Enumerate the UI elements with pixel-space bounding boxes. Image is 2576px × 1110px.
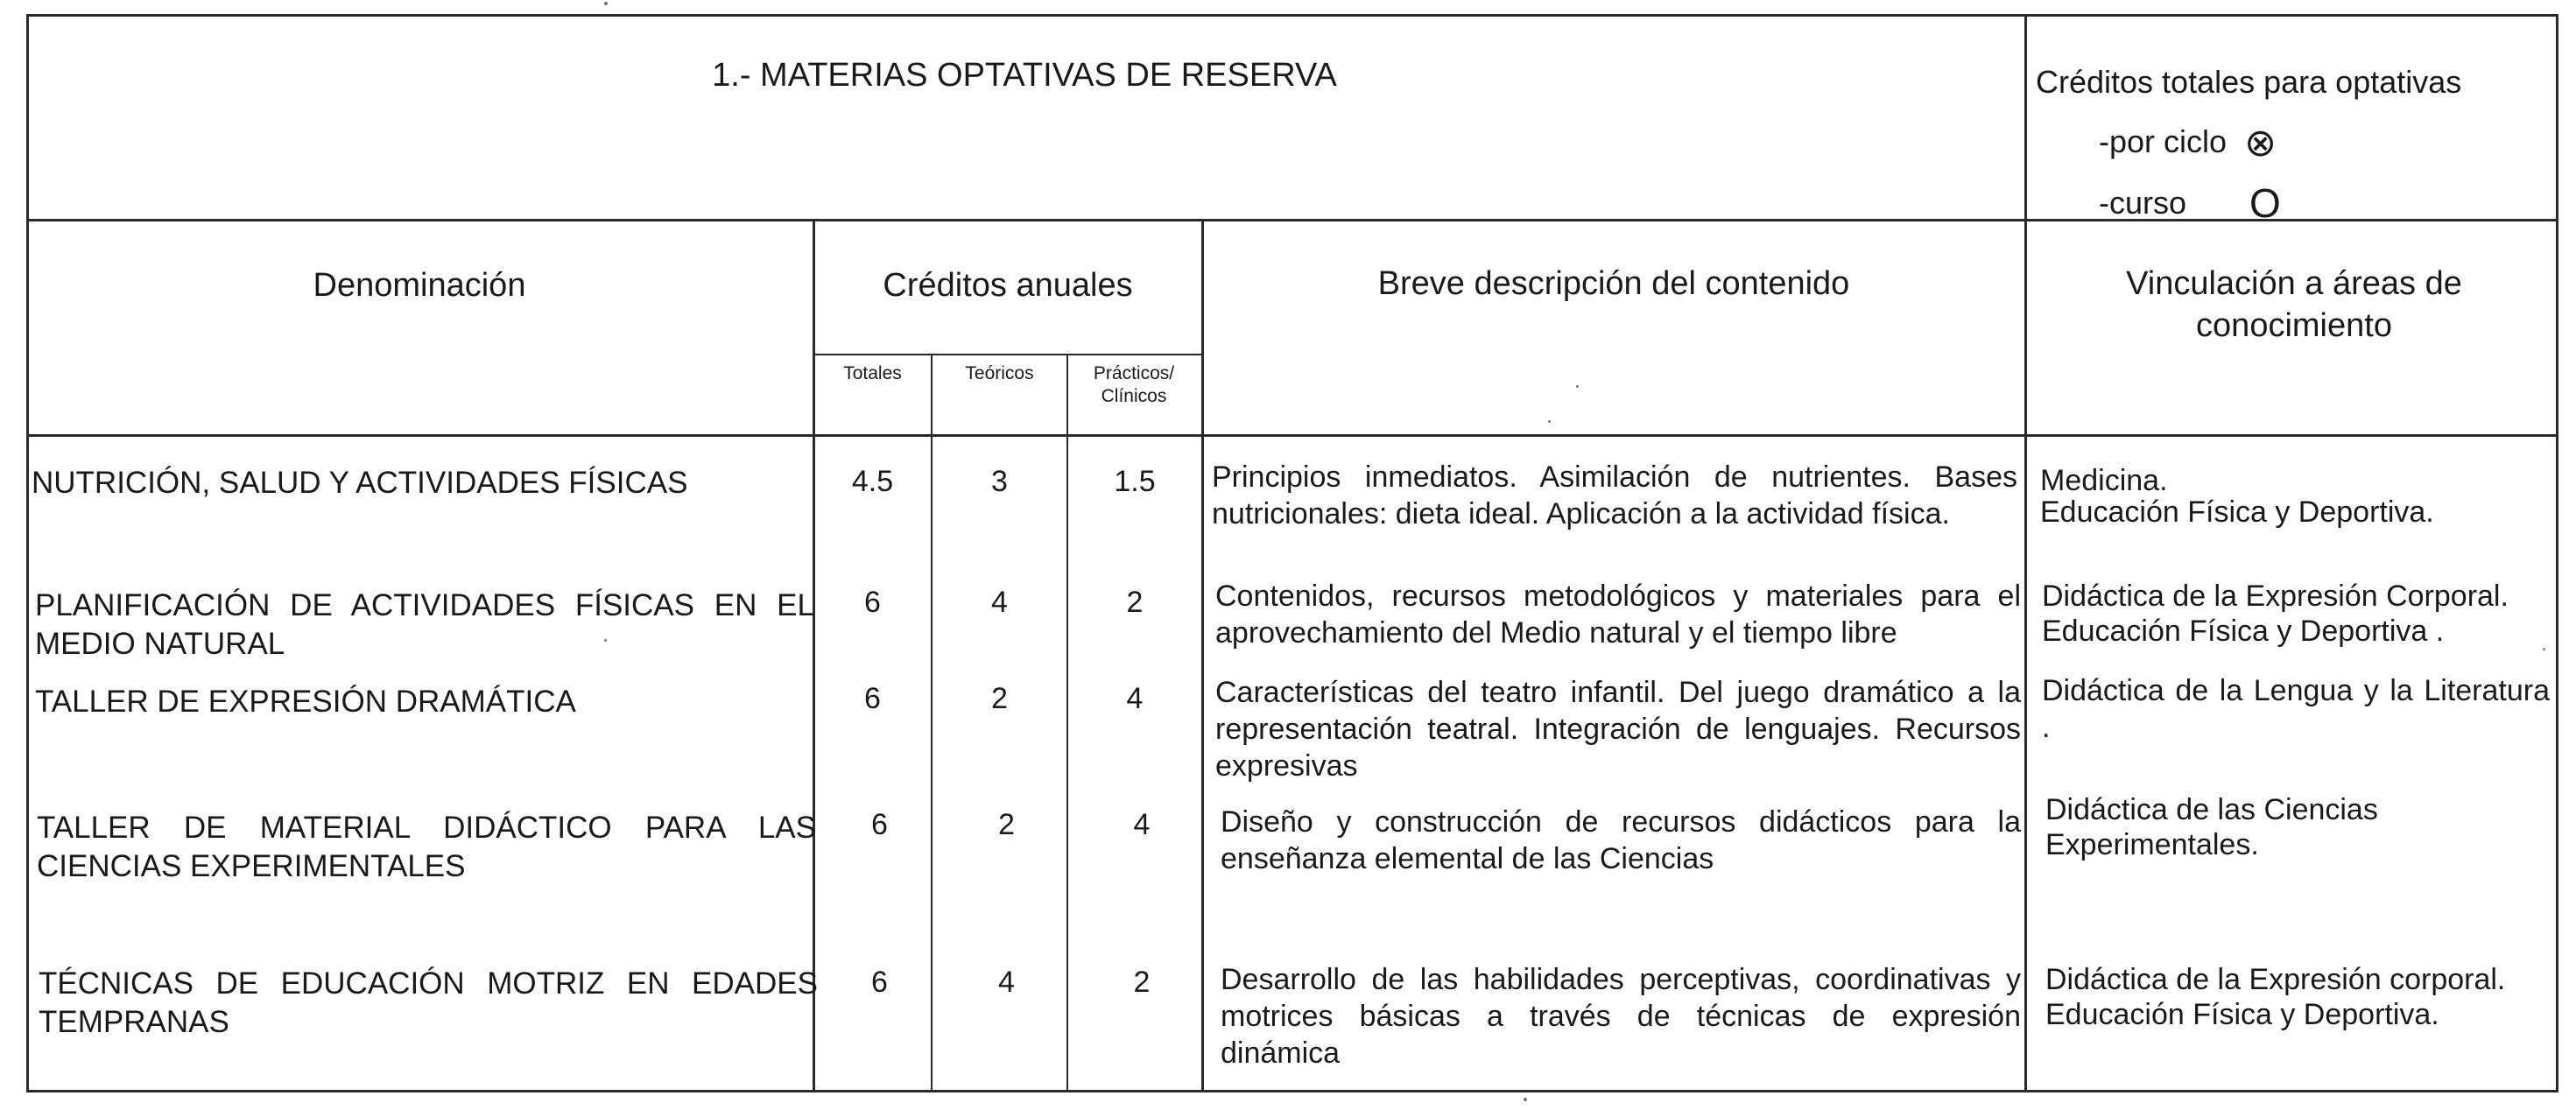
per-cycle-mark: ⊗ [2244,122,2277,165]
row-4-totals: 6 [871,808,888,841]
row-5-theory: 4 [998,966,1015,999]
scan-speck [1576,385,1579,388]
row-1-totals: 4.5 [851,465,894,498]
credits-box [2036,53,2461,233]
row-4-practice: 4 [1133,808,1151,841]
col-divider-4 [1201,219,1204,1092]
row-3-theory: 2 [991,682,1008,715]
per-course-row [2036,173,2461,233]
scan-speck [2543,648,2545,650]
row-5-area-1: Didáctica de la Expresión corporal. [2045,963,2506,996]
row-5-name: TÉCNICAS DE EDUCACIÓN MOTRIZ EN EDADES TEMPRANAS [39,966,818,1039]
col-header-name: Denominación [313,267,526,304]
row-3-name: TALLER DE EXPRESIÓN DRAMÁTICA [35,685,576,719]
row-2-description: Contenidos, recursos metodológicos y materiales para el aprovechamiento del Medio natural y el tiempo libre [1215,580,2021,650]
row-3-practice: 4 [1126,682,1144,715]
col-header-description: Breve descripción del contenido [1377,265,1850,302]
title-divider [2024,14,2027,1092]
row-2-name: PLANIFICACIÓN DE ACTIVIDADES FÍSICAS EN EL MEDIO NATURAL [35,588,814,661]
row-2-totals: 6 [864,586,881,619]
row-2-theory: 4 [991,586,1008,619]
scan-speck [1548,420,1551,423]
col-header-totals: Totales [843,363,902,383]
row-4-theory: 2 [998,808,1015,841]
row-1-area-2: Educación Física y Deportiva. [2040,495,2434,529]
row-2-practice: 2 [1126,586,1144,619]
row-4-area-1: Didáctica de las Ciencias [2045,793,2378,826]
col-header-theory: Teóricos [965,363,1034,383]
scan-speck [1524,1098,1527,1101]
row-5-area-2: Educación Física y Deportiva. [2045,998,2439,1031]
row-3-totals: 6 [864,682,881,715]
scan-speck [604,2,608,5]
per-course-label: -curso [2099,185,2187,221]
row-1-practice: 1.5 [1114,465,1156,498]
row-5-totals: 6 [871,966,888,999]
row-1-area-1: Medicina. [2040,464,2168,497]
col-header-practice: Prácticos/ Clínicos [1093,363,1175,406]
row-4-name: TALLER DE MATERIAL DIDÁCTICO PARA LAS CIENCIAS EXPERIMENTALES [37,811,816,883]
row-3-description: Características del teatro infantil. Del juego dramático a la representación teatral. Integración de lenguajes. Recursos expresivas [1215,676,2021,783]
credits-label: Créditos totales para optativas [2036,64,2462,100]
row-1-theory: 3 [991,465,1008,498]
credits-subrule [813,354,1201,355]
per-cycle-label: -por ciclo [2099,123,2228,159]
row-1-description: Principios inmediatos. Asimilación de nutrientes. Bases nutricionales: dieta ideal. Aplicación a la actividad física. [1212,460,2017,530]
row-5-description: Desarrollo de las habilidades perceptivas, coordinativas y motrices básicas a través de técnicas de expresión dinámica [1221,963,2021,1070]
col-header-credits: Créditos anuales [883,267,1133,304]
body-rule [26,434,2558,437]
row-5-practice: 2 [1133,966,1151,999]
per-course-mark: O [2249,180,2281,226]
scan-speck [604,639,607,642]
per-cycle-row [2036,112,2461,173]
row-2-area-1: Didáctica de la Expresión Corporal. [2042,580,2509,613]
row-1-name: NUTRICIÓN, SALUD Y ACTIVIDADES FÍSICAS [32,466,688,500]
row-4-description: Diseño y construcción de recursos didácticos para la enseñanza elemental de las Ciencias [1221,805,2021,875]
document-title: 1.- MATERIAS OPTATIVAS DE RESERVA [712,57,1337,94]
row-4-area-2: Experimentales. [2045,828,2259,861]
row-2-area-2: Educación Física y Deportiva . [2042,615,2445,648]
col-header-areas: Vinculación a áreas de conocimiento [2126,265,2462,344]
row-3-area-1: Didáctica de la Lengua y la Literatura . [2042,674,2550,744]
